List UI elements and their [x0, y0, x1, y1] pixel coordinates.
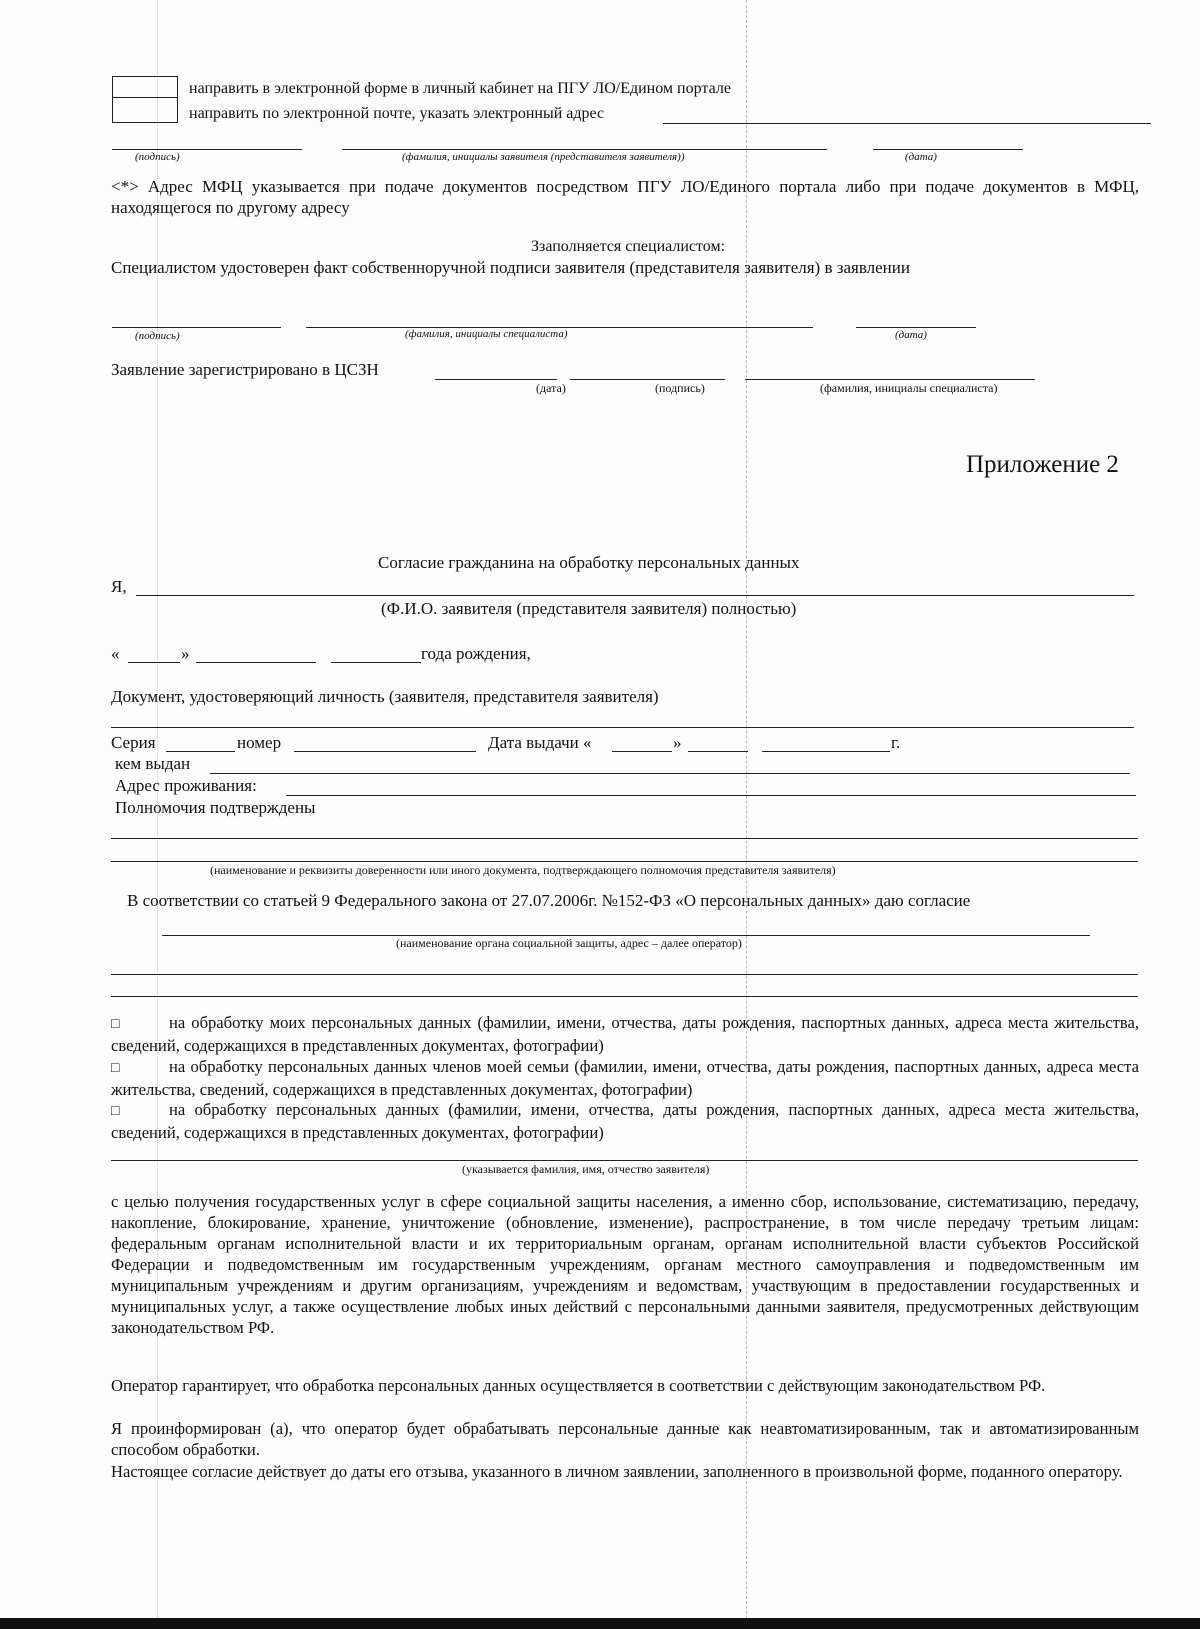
consent-option-text: на обработку моих персональных данных (фамилии, имени, отчества, даты рождения, паспортных данных, адреса места жительства, сведений, содержащихся в представленных документах, фотографии): [111, 1013, 1139, 1055]
checkbox-icon[interactable]: □: [111, 1017, 120, 1032]
consent-title: Согласие гражданина на обработку персональных данных: [378, 553, 800, 572]
consent-option-text: на обработку персональных данных (фамилии, имени, отчества, даты рождения, паспортных данных, адреса места жительства, сведений, содержащихся в представленных документах, фотографии): [111, 1100, 1139, 1142]
id-doc-label: Документ, удостоверяющий личность (заявителя, представителя заявителя): [111, 687, 659, 706]
specialist-statement: Специалистом удостоверен факт собственноручной подписи заявителя (представителя заявителя) в заявлении: [111, 258, 910, 277]
series-label: Серия: [111, 733, 156, 752]
operator-line-3[interactable]: [111, 996, 1138, 997]
id-doc-line[interactable]: [111, 727, 1134, 728]
issued-by-label: кем выдан: [115, 754, 191, 773]
reg-date-line: [435, 379, 557, 380]
consent-option-own[interactable]: [111, 1012, 1139, 1056]
option-cabinet-label: направить в электронной форме в личный кабинет на ПГУ ЛО/Едином портале: [189, 80, 731, 97]
checkbox-icon[interactable]: □: [111, 1061, 120, 1076]
informed-paragraph: Я проинформирован (а), что оператор будет обрабатывать персональные данные как неавтоматизированным, так и автоматизированным способом обработки.: [111, 1419, 1139, 1459]
reg-signature-caption: (подпись): [655, 381, 705, 395]
signature-caption: (подпись): [135, 151, 180, 163]
specialist-heading: Ззаполняется специалистом:: [531, 238, 726, 255]
issued-by-line[interactable]: [210, 773, 1130, 774]
specialist-name-caption: (фамилия, инициалы специалиста): [405, 328, 568, 340]
year-suffix: г.: [891, 733, 901, 752]
authority-line-2[interactable]: [111, 861, 1138, 862]
consent-option-text: на обработку персональных данных членов моей семьи (фамилии, имени, отчества, даты рождения, паспортных данных, адреса места жительства, сведений, содержащихся в представленных документах, фотографии): [111, 1057, 1139, 1099]
signature-line: [112, 149, 302, 150]
issue-year-line[interactable]: [762, 751, 890, 752]
specialist-signature-line: [112, 327, 281, 328]
applicant-full-caption: (указывается фамилия, имя, отчество заявителя): [462, 1162, 710, 1176]
option-email-label: направить по электронной почте, указать электронный адрес: [189, 105, 605, 122]
operator-line-2[interactable]: [111, 974, 1138, 975]
checkbox-email[interactable]: [112, 97, 178, 123]
authority-label: Полномочия подтверждены: [115, 798, 316, 817]
date-line: [873, 149, 1023, 150]
fio-line[interactable]: [136, 595, 1134, 596]
specialist-date-caption: (дата): [895, 329, 927, 341]
scan-edge: [0, 1618, 1200, 1629]
consent-option-family[interactable]: [111, 1056, 1139, 1100]
issue-day-line[interactable]: [612, 751, 672, 752]
purpose-paragraph: с целью получения государственных услуг в сфере социальной защиты населения, а именно сбор, использование, систематизацию, передачу, накопление, блокирование, хранение, уничтожение (обновление, изменение), распространение, в том числе передачу третьим лицам: федеральным органам исполнительной власти и их территориальным органам, органам исполнительной власти субъектов Российской Федерации и подведомственным им государственным учреждениям, органам местного самоуправления и подведомственным им муниципальным учреждениям и другим организациям, учреждениям и ведомствам, участвующим в предоставлении государственных и муниципальных услуг, а также осуществление любых иных действий с персональными данными заявителя, предусмотренных действующим законодательством РФ.: [111, 1192, 1139, 1337]
reg-signature-line: [570, 379, 725, 380]
birth-day-line[interactable]: [128, 662, 180, 663]
applicant-name-caption: (фамилия, инициалы заявителя (представителя заявителя)): [402, 151, 685, 163]
specialist-date-line: [856, 327, 976, 328]
reg-specialist-line: [745, 379, 1035, 380]
number-label: номер: [237, 733, 282, 752]
i-label: Я,: [111, 577, 127, 596]
birth-month-line[interactable]: [196, 662, 316, 663]
registration-label: Заявление зарегистрировано в ЦСЗН: [111, 360, 379, 379]
reg-date-caption: (дата): [536, 381, 566, 395]
issue-date-label: Дата выдачи «: [488, 733, 592, 752]
appendix-title: Приложение 2: [966, 451, 1119, 478]
specialist-signature-caption: (подпись): [135, 330, 180, 342]
issue-month-line[interactable]: [688, 751, 748, 752]
birth-close: »: [181, 644, 190, 663]
date-caption: (дата): [905, 151, 937, 163]
law-statement: В соответствии со статьей 9 Федерального закона от 27.07.2006г. №152-ФЗ «О персональных данных» даю согласие: [127, 891, 971, 910]
email-line[interactable]: [663, 123, 1151, 124]
number-line[interactable]: [294, 751, 476, 752]
birth-open: «: [111, 644, 120, 663]
applicant-name-line: [342, 149, 827, 150]
address-line[interactable]: [286, 795, 1136, 796]
poa-caption: (наименование и реквизиты доверенности или иного документа, подтверждающего полномочия представителя заявителя): [210, 863, 836, 877]
reg-specialist-caption: (фамилия, инициалы специалиста): [820, 381, 998, 395]
checkbox-cabinet[interactable]: [112, 76, 178, 98]
mfc-note: <*> Адрес МФЦ указывается при подаче документов посредством ПГУ ЛО/Единого портала либо при подаче документов в МФЦ, находящегося по другому адресу: [111, 177, 1139, 217]
operator-caption: (наименование органа социальной защиты, адрес – далее оператор): [396, 936, 742, 950]
birth-year-line[interactable]: [331, 662, 421, 663]
address-label: Адрес проживания:: [115, 776, 257, 795]
checkbox-icon[interactable]: □: [111, 1104, 120, 1119]
fio-caption: (Ф.И.О. заявителя (представителя заявителя) полностью): [381, 599, 797, 618]
series-line[interactable]: [166, 751, 235, 752]
validity-paragraph: Настоящее согласие действует до даты его отзыва, указанного в личном заявлении, заполненного в произвольной форме, поданного оператору.: [111, 1462, 1123, 1481]
issue-close: »: [673, 733, 682, 752]
consent-option-other[interactable]: [111, 1099, 1139, 1143]
authority-line-1[interactable]: [111, 838, 1138, 839]
applicant-full-line[interactable]: [111, 1160, 1138, 1161]
guarantee-paragraph: Оператор гарантирует, что обработка персональных данных осуществляется в соответствии с действующим законодательством РФ.: [111, 1376, 1046, 1395]
birth-label: года рождения,: [421, 644, 531, 663]
